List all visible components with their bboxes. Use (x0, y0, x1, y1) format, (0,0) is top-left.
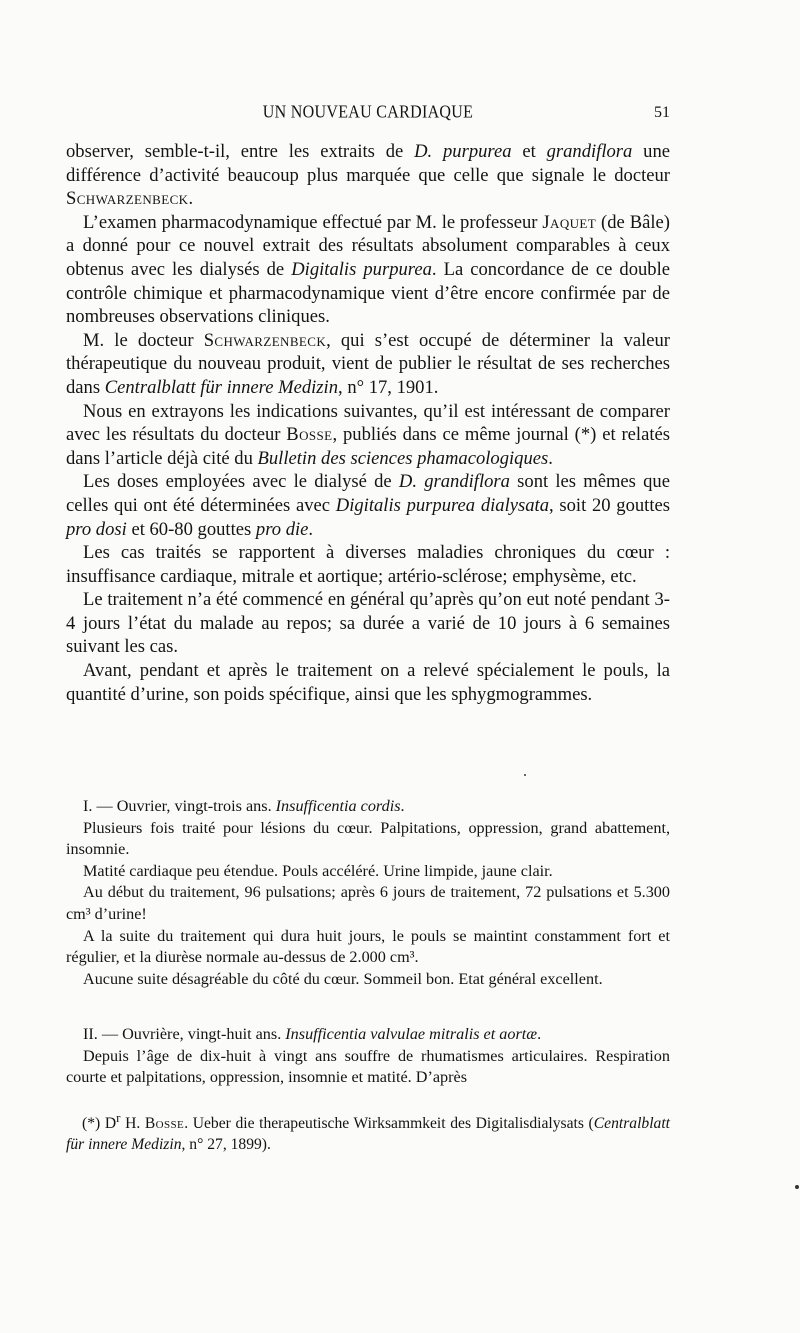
case-heading: II. — Ouvrière, vingt-huit ans. Insufficentia valvulae mitralis et aortæ. (83, 1025, 542, 1043)
page-header (66, 104, 670, 126)
paragraph: L’examen pharmacodynamique effectué par M. le professeur Jaquet (de Bâle) a donné pour ce nouvel extrait des résultats absolument comparables à ceux obtenus avec les dialysés de Digitalis purpurea. La concordance de ce double contrôle chimique et pharmacodynamique vient d’être encore confirmée par de nombreuses observations cliniques. (66, 211, 670, 328)
case-paragraph: Matité cardiaque peu étendue. Pouls accéléré. Urine limpide, jaune clair. (83, 861, 553, 880)
paragraph: Les doses employées avec le dialysé de D. grandiflora sont les mêmes que celles qui ont été déterminées avec Digitalis purpurea dialysata, soit 20 gouttes pro dosi et 60-80 gouttes pro die. (66, 471, 670, 540)
footnote (66, 1107, 670, 1155)
paragraph: Avant, pendant et après le traitement on a relevé spécialement le pouls, la quantité d’urine, son poids spécifique, ainsi que les sphygmogrammes. (66, 660, 670, 705)
case-paragraph: A la suite du traitement qui dura huit jours, le pouls se maintint constamment fort et régulier, et la diurèse normale au-dessus de 2.000 cm³. (66, 926, 670, 967)
footnote-text: (*) $D^r$ H. Bosse. Ueber die therapeutische Wirksammkeit des Digitalisdialysats (Centralblatt für innere Medizin, n° 27, 1899). (66, 1110, 670, 1154)
case-paragraph: Plusieurs fois traité pour lésions du cœur. Palpitations, oppression, grand abattement, insomnie. (66, 818, 670, 859)
paragraph: Les cas traités se rapportent à diverses maladies chroniques du cœur : insuffisance cardiaque, mitrale et aortique; artério-sclérose; emphysème, etc. (66, 542, 670, 587)
running-title: UN NOUVEAU CARDIAQUE (262, 103, 474, 122)
page-number: 51 (654, 104, 670, 121)
main-text (66, 140, 670, 706)
paragraph: Nous en extrayons les indications suivantes, qu’il est intéressant de comparer avec les résultats du docteur Bosse, publiés dans ce même journal (*) et relatés dans l’article déjà cité du Bulletin des sciences phamacologiques. (66, 400, 670, 469)
case-paragraph: Depuis l’âge de dix-huit à vingt ans souffre de rhumatismes articulaires. Respiration courte et palpitations, oppression, insomnie et matité. D’après (66, 1046, 670, 1087)
print-speck (524, 774, 526, 776)
case-paragraph: Aucune suite désagréable du côté du cœur. Sommeil bon. Etat général excellent. (83, 969, 603, 988)
print-speck (795, 1185, 799, 1189)
case-heading: I. — Ouvrier, vingt-trois ans. Insufficentia cordis. (83, 797, 405, 815)
case-paragraph: Au début du traitement, 96 pulsations; après 6 jours de traitement, 72 pulsations et 5.300 cm³ d’urine! (66, 883, 670, 923)
case-report-2 (66, 1024, 670, 1089)
paragraph: M. le docteur Schwarzenbeck, qui s’est occupé de déterminer la valeur thérapeutique du nouveau produit, vient de publier le résultat de ses recherches dans Centralblatt für innere Medizin, n° 17, 1901. (66, 329, 670, 398)
paragraph: Le traitement n’a été commencé en général qu’après qu’on eut noté pendant 3-4 jours l’état du malade au repos; sa durée a varié de 10 jours à 6 semaines suivant les cas. (66, 589, 670, 658)
case-report-1 (66, 796, 670, 990)
paragraph: observer, semble-t-il, entre les extraits de D. purpurea et grandiflora une différence d’activité beaucoup plus marquée que celle que signale le docteur Schwarzenbeck. (66, 141, 671, 210)
